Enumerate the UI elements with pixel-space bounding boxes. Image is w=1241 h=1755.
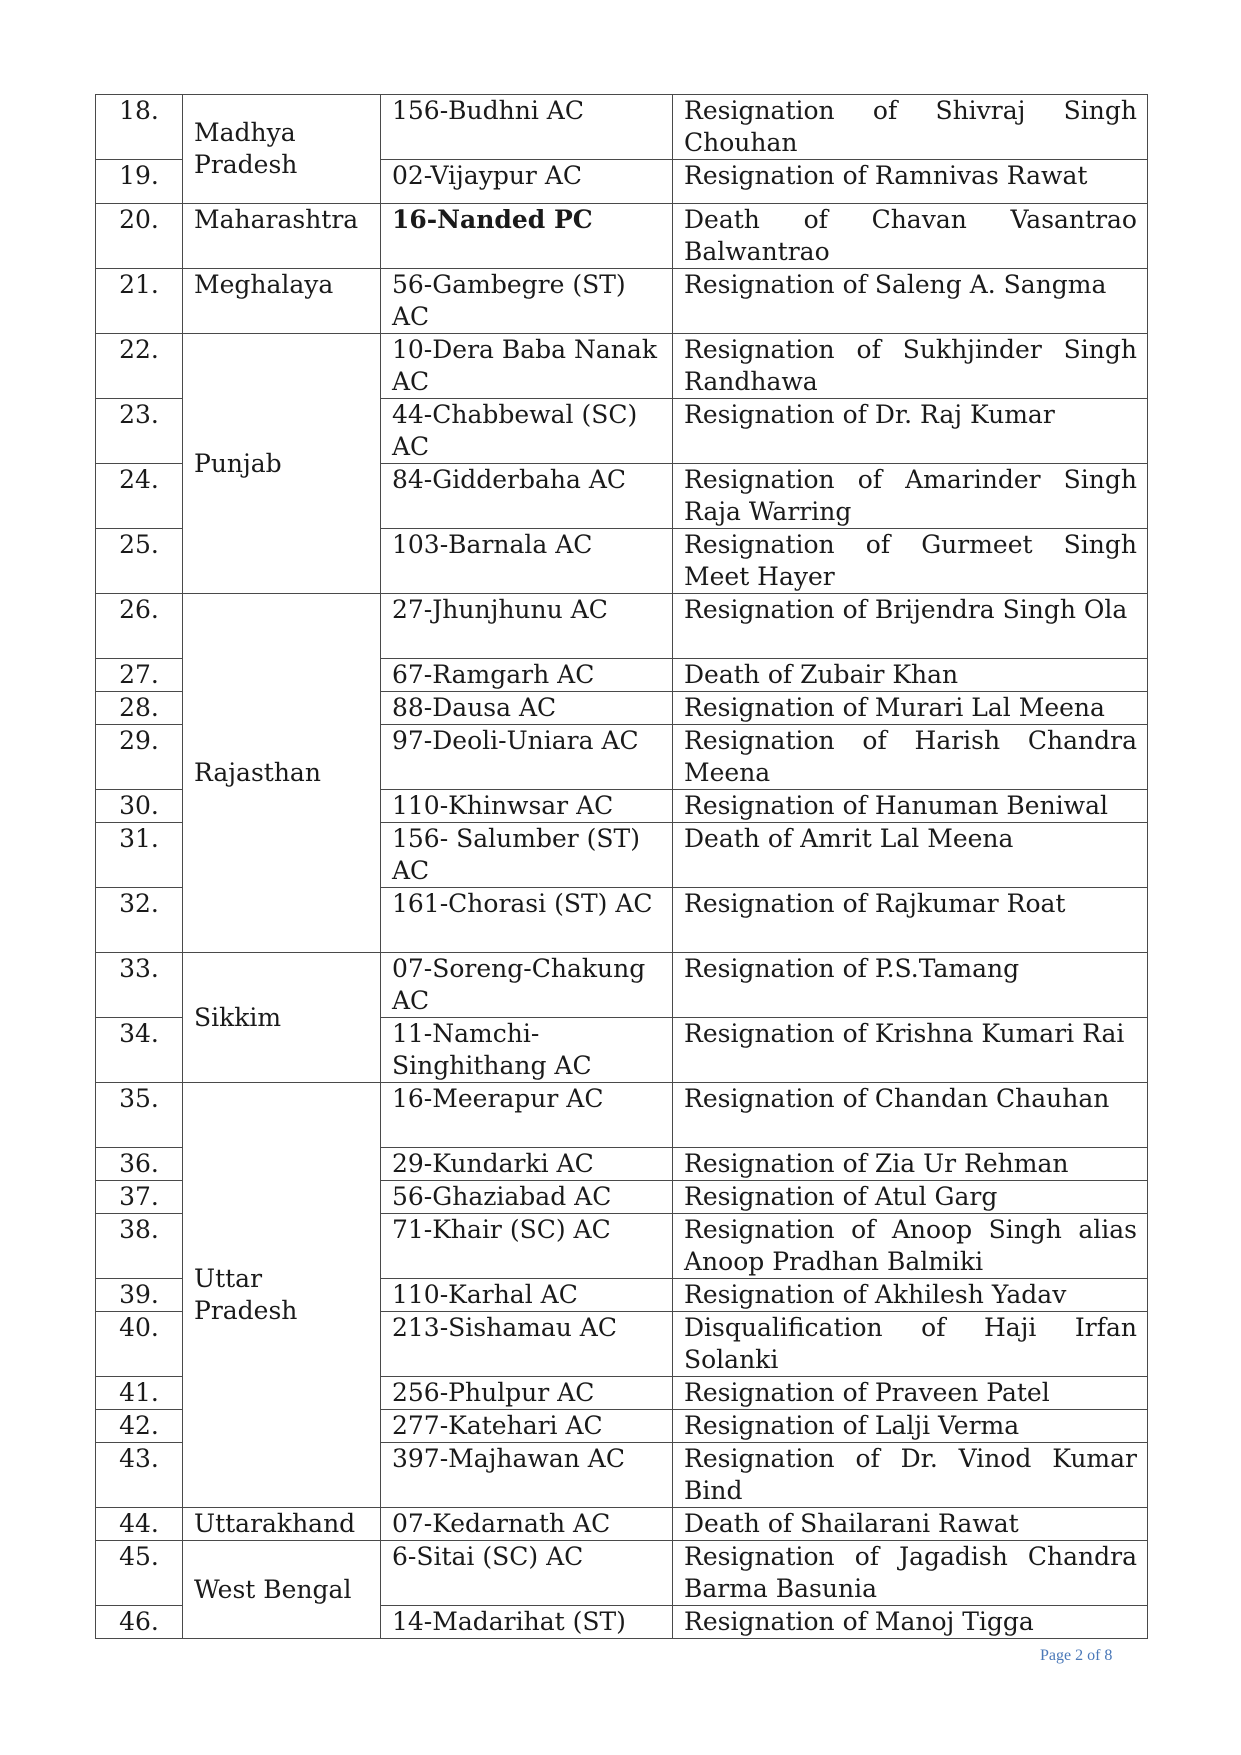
constituency-cell: 277-Katehari AC (381, 1410, 673, 1443)
table-row (96, 95, 1148, 160)
reason-cell: Death of Zubair Khan (673, 659, 1148, 692)
constituency-cell: 11-Namchi-Singhithang AC (381, 1018, 673, 1083)
constituency-cell: 67-Ramgarh AC (381, 659, 673, 692)
reason-cell: Resignation of Krishna Kumari Rai (673, 1018, 1148, 1083)
constituency-cell: 110-Karhal AC (381, 1279, 673, 1312)
reason-cell: Resignation of Anoop Singh alias Anoop Pradhan Balmiki (673, 1214, 1148, 1279)
reason-cell: Resignation of P.S.Tamang (673, 953, 1148, 1018)
state-cell: Rajasthan (183, 594, 381, 953)
constituency-cell: 10-Dera Baba Nanak AC (381, 334, 673, 399)
constituency-cell: 103-Barnala AC (381, 529, 673, 594)
reason-cell: Resignation of Dr. Raj Kumar (673, 399, 1148, 464)
table-row (96, 953, 1148, 1018)
serial-number-cell: 27. (96, 659, 183, 692)
constituency-cell: 156- Salumber (ST) AC (381, 823, 673, 888)
serial-number-cell: 20. (96, 204, 183, 269)
reason-cell: Resignation of Sukhjinder Singh Randhawa (673, 334, 1148, 399)
serial-number-cell: 46. (96, 1606, 183, 1639)
page-number: Page 2 of 8 (1040, 1647, 1113, 1664)
serial-number-cell: 45. (96, 1541, 183, 1606)
constituency-cell: 27-Jhunjhunu AC (381, 594, 673, 659)
state-cell: Sikkim (183, 953, 381, 1083)
serial-number-cell: 18. (96, 95, 183, 160)
serial-number-cell: 21. (96, 269, 183, 334)
serial-number-cell: 25. (96, 529, 183, 594)
table-row (96, 1508, 1148, 1541)
reason-cell: Resignation of Murari Lal Meena (673, 692, 1148, 725)
reason-cell: Resignation of Gurmeet Singh Meet Hayer (673, 529, 1148, 594)
serial-number-cell: 36. (96, 1148, 183, 1181)
serial-number-cell: 24. (96, 464, 183, 529)
serial-number-cell: 22. (96, 334, 183, 399)
constituency-cell: 84-Gidderbaha AC (381, 464, 673, 529)
serial-number-cell: 33. (96, 953, 183, 1018)
table-row (96, 204, 1148, 269)
constituency-cell: 397-Majhawan AC (381, 1443, 673, 1508)
serial-number-cell: 34. (96, 1018, 183, 1083)
constituency-cell: 44-Chabbewal (SC) AC (381, 399, 673, 464)
serial-number-cell: 43. (96, 1443, 183, 1508)
state-cell: Meghalaya (183, 269, 381, 334)
constituency-cell: 56-Gambegre (ST) AC (381, 269, 673, 334)
reason-cell: Resignation of Dr. Vinod Kumar Bind (673, 1443, 1148, 1508)
serial-number-cell: 28. (96, 692, 183, 725)
reason-cell: Resignation of Lalji Verma (673, 1410, 1148, 1443)
serial-number-cell: 40. (96, 1312, 183, 1377)
reason-cell: Resignation of Akhilesh Yadav (673, 1279, 1148, 1312)
constituency-cell: 97-Deoli-Uniara AC (381, 725, 673, 790)
serial-number-cell: 32. (96, 888, 183, 953)
table-body (96, 95, 1148, 1639)
reason-cell: Resignation of Jagadish Chandra Barma Basunia (673, 1541, 1148, 1606)
constituency-cell: 16-Meerapur AC (381, 1083, 673, 1148)
constituency-cell: 6-Sitai (SC) AC (381, 1541, 673, 1606)
state-cell: Uttarakhand (183, 1508, 381, 1541)
table-row (96, 1083, 1148, 1148)
constituency-cell: 256-Phulpur AC (381, 1377, 673, 1410)
serial-number-cell: 23. (96, 399, 183, 464)
serial-number-cell: 39. (96, 1279, 183, 1312)
constituency-cell: 14-Madarihat (ST) (381, 1606, 673, 1639)
constituency-cell: 56-Ghaziabad AC (381, 1181, 673, 1214)
constituency-cell: 02-Vijaypur AC (381, 160, 673, 204)
constituency-cell: 213-Sishamau AC (381, 1312, 673, 1377)
constituency-cell: 88-Dausa AC (381, 692, 673, 725)
reason-cell: Death of Amrit Lal Meena (673, 823, 1148, 888)
reason-cell: Resignation of Zia Ur Rehman (673, 1148, 1148, 1181)
reason-cell: Disqualification of Haji Irfan Solanki (673, 1312, 1148, 1377)
reason-cell: Death of Chavan Vasantrao Balwantrao (673, 204, 1148, 269)
reason-cell: Resignation of Amarinder Singh Raja Warring (673, 464, 1148, 529)
constituency-cell: 156-Budhni AC (381, 95, 673, 160)
constituency-cell: 07-Soreng-Chakung AC (381, 953, 673, 1018)
state-cell: West Bengal (183, 1541, 381, 1639)
state-cell: Punjab (183, 334, 381, 594)
table-row (96, 334, 1148, 399)
reason-cell: Resignation of Brijendra Singh Ola (673, 594, 1148, 659)
reason-cell: Resignation of Praveen Patel (673, 1377, 1148, 1410)
reason-cell: Resignation of Hanuman Beniwal (673, 790, 1148, 823)
reason-cell: Resignation of Ramnivas Rawat (673, 160, 1148, 204)
constituency-cell: 161-Chorasi (ST) AC (381, 888, 673, 953)
reason-cell: Death of Shailarani Rawat (673, 1508, 1148, 1541)
constituency-cell: 110-Khinwsar AC (381, 790, 673, 823)
constituency-cell: 71-Khair (SC) AC (381, 1214, 673, 1279)
table-row (96, 269, 1148, 334)
constituency-cell: 16-Nanded PC (381, 204, 673, 269)
reason-cell: Resignation of Shivraj Singh Chouhan (673, 95, 1148, 160)
state-cell: Uttar Pradesh (183, 1083, 381, 1508)
serial-number-cell: 30. (96, 790, 183, 823)
serial-number-cell: 29. (96, 725, 183, 790)
table-row (96, 1541, 1148, 1606)
reason-cell: Resignation of Harish Chandra Meena (673, 725, 1148, 790)
constituency-cell: 29-Kundarki AC (381, 1148, 673, 1181)
serial-number-cell: 26. (96, 594, 183, 659)
reason-cell: Resignation of Manoj Tigga (673, 1606, 1148, 1639)
serial-number-cell: 38. (96, 1214, 183, 1279)
reason-cell: Resignation of Chandan Chauhan (673, 1083, 1148, 1148)
serial-number-cell: 44. (96, 1508, 183, 1541)
serial-number-cell: 41. (96, 1377, 183, 1410)
constituency-cell: 07-Kedarnath AC (381, 1508, 673, 1541)
table-row (96, 594, 1148, 659)
serial-number-cell: 19. (96, 160, 183, 204)
serial-number-cell: 37. (96, 1181, 183, 1214)
state-cell: Madhya Pradesh (183, 95, 381, 204)
serial-number-cell: 42. (96, 1410, 183, 1443)
serial-number-cell: 31. (96, 823, 183, 888)
reason-cell: Resignation of Rajkumar Roat (673, 888, 1148, 953)
bye-election-table (95, 94, 1148, 1639)
reason-cell: Resignation of Saleng A. Sangma (673, 269, 1148, 334)
serial-number-cell: 35. (96, 1083, 183, 1148)
state-cell: Maharashtra (183, 204, 381, 269)
reason-cell: Resignation of Atul Garg (673, 1181, 1148, 1214)
